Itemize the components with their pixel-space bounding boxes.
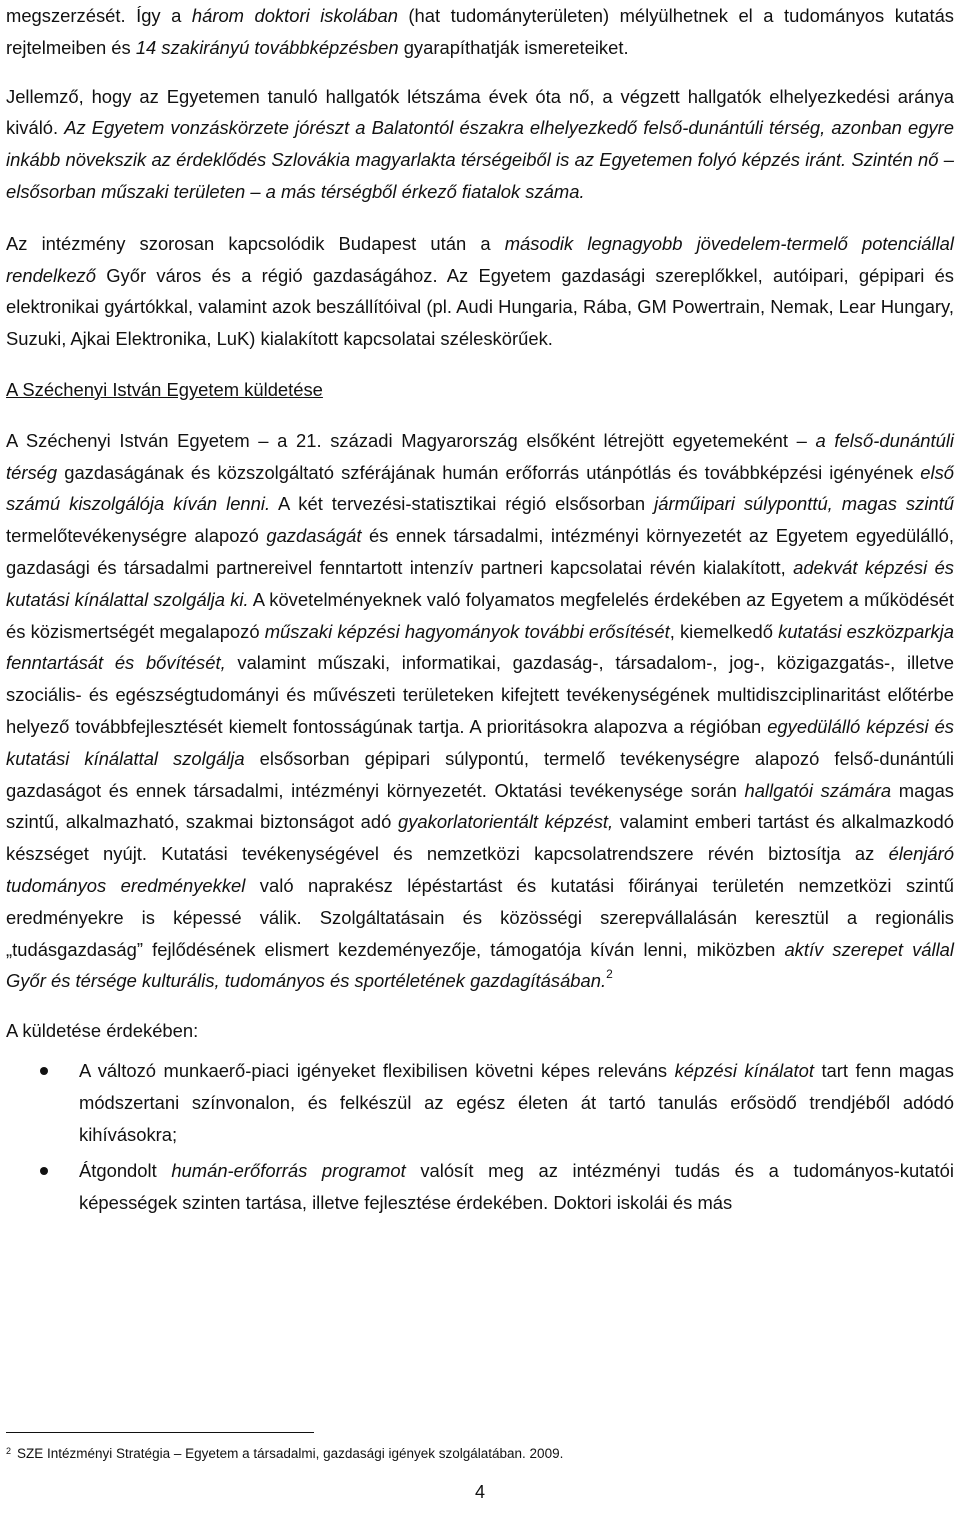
italic-text-run: járműipari súlyponttú, magas szintű [654, 493, 954, 515]
paragraph-doctoral-schools [6, 0, 954, 64]
list-item-text [79, 1160, 954, 1213]
italic-text-run: első számú kiszolgálója kíván lenni. [6, 461, 954, 515]
italic-text-run: egyedülálló képzési és kutatási kínálattal szolgálja [6, 715, 955, 769]
bullet-icon [40, 1167, 48, 1175]
italic-text-run: kutatási eszközparkja fenntartását és bővítését, [6, 620, 954, 674]
footnote-separator [6, 1432, 314, 1433]
bullet-icon [40, 1067, 48, 1075]
text-run: valósít meg az intézményi tudás és a tudományos-kutatói képességek szinten tartása, illetve fejlesztése érdekében. Doktori iskolái és más [79, 1160, 954, 1214]
document-page [6, 0, 955, 1502]
paragraph-mission-intro: A küldetése érdekében: [6, 1020, 199, 1042]
page-number: 4 [474, 1482, 485, 1502]
italic-text-run: második legnagyobb jövedelem-termelő potenciállal rendelkező [6, 232, 954, 286]
footnote-reference[interactable]: 2 [606, 967, 613, 982]
italic-text-run: Az Egyetem vonzáskörzete jórészt a Balatontól északra elhelyezkedő felső-dunántúli térség, azonban egyre inkább növekszik az érdeklődés Szlovákia magyarlakta térségeiből is az Egyetemen folyó képzés iránt. [6, 117, 954, 171]
text-run: Átgondolt [79, 1160, 172, 1182]
paragraph-economic-ties [6, 228, 954, 355]
italic-text-run: gazdaságát [266, 525, 362, 547]
text-run: gyarapíthatják ismereteiket. [398, 36, 629, 58]
list-item [6, 1155, 954, 1219]
italic-text-run: gyakorlatorientált képzést, [397, 811, 614, 833]
italic-text-run: a felső-dunántúli térség [6, 429, 955, 483]
italic-text-run: élenjáró tudományos eredményekkel [6, 843, 954, 896]
italic-text-run: Szintén nő – elsősorban műszaki területen – a más térségből érkező fiatalok száma. [6, 149, 955, 202]
footnote [6, 1445, 563, 1463]
text-run: , kiemelkedő [669, 620, 779, 642]
text-run: A követelményeknek való folyamatos megfelelés érdekében az Egyetem a működését és közismertségét megalapozó [6, 588, 954, 642]
text-run: A két tervezési-statisztikai régió elsősorban [270, 493, 655, 515]
mission-text [6, 430, 954, 992]
list-item-text [79, 1060, 954, 1145]
italic-text-run: 14 szakirányú továbbképzésben [135, 36, 399, 58]
text-run: való naprakész lépéstartást és kutatási főirányai területén nemzetközi szintű eredményekre is képessé válik. Szolgáltatásain és közösségi szerepvállalásán keresztül a regionális „tudásgazdaság” fejlődésének elismert kezdeményezője, támogatója kíván lenni, miközben [6, 874, 954, 960]
section-heading-mission: A Széchenyi István Egyetem küldetése [6, 378, 323, 400]
italic-text-run: képzési kínálatot [674, 1059, 814, 1081]
text-run: elsősorban gépipari súlypontú, termelő tevékenységre alapozó felső-dunántúli gazdaságot és ennek társadalmi, intézményi környezetét. Oktatási tevékenysége során [6, 747, 954, 801]
text-run: termelőtevékenységre alapozó [6, 525, 267, 547]
text-run: valamint műszaki, informatikai, gazdaság-, társadalom-, jog-, közigazgatás-, illetve szociális- és egészségtudományi és művészeti területeken kifejtett tevékenységének multidiszciplinaritást előtérbe helyező továbbfejlesztését kiemelt fontosságúnak tartja. A prioritásokra alapozva a régióban [6, 652, 954, 737]
text-run: megszerzését. Így a [6, 5, 192, 26]
italic-text-run: műszaki képzési hagyományok további erősítését [264, 620, 670, 642]
italic-text-run: hallgatói számára [744, 779, 892, 801]
text-run: magas szintű, alkalmazható, szakmai biztonságot adó [6, 779, 955, 833]
list-item [6, 1055, 954, 1150]
text-run: Győr város és a régió gazdaságához. Az Egyetem gazdasági szereplőkkel, autóipari, gépipari és elektronikai gyártókkal, valamint azok beszállítóival (pl. Audi Hungaria, Rába, GM Powertrain, Nemak, Lear Hungary, Suzuki, Ajkai Elektronika, LuK) kialakított kapcsolatai széleskörűek. [6, 264, 954, 350]
text-run: valamint emberi tartást és alkalmazkodó készséget nyújt. Kutatási tevékenységével és nemzetközi kapcsolatrendszere révén biztosítja az [6, 811, 954, 865]
italic-text-run: adekvát képzési és kutatási kínálattal szolgálja ki. [6, 556, 954, 610]
italic-text-run: három doktori iskolában [191, 5, 398, 26]
footnote-number: 2 [6, 1446, 12, 1456]
text-run: Jellemző, hogy az Egyetemen tanuló hallgatók létszáma évek óta nő, a végzett hallgatók elhelyezkedési aránya kiváló. [6, 85, 954, 139]
mission-bullet-list [6, 1055, 954, 1219]
text-run: A Széchenyi István Egyetem – a 21. századi Magyarország elsőként létrejött egyetemeként – [6, 429, 816, 451]
text-run: (hat tudományterületen) mélyülhetnek el a tudományos kutatás rejtelmeiben és [6, 5, 954, 58]
paragraph-mission [6, 425, 954, 997]
text-run: Az intézmény szorosan kapcsolódik Budapest után a [6, 232, 505, 254]
text-run: és ennek társadalmi, intézményi környezetét az Egyetem egyedülálló, gazdasági és társadalmi partnereivel fenntartott intenzív partneri kapcsolatai révén kialakított, [6, 525, 954, 578]
italic-text-run: humán-erőforrás programot [171, 1160, 406, 1182]
paragraph-student-numbers [6, 81, 954, 208]
italic-text-run: aktív szerepet vállal Győr és térsége kulturális, tudományos és sportéletének gazdagításában. [6, 938, 954, 992]
footnote-text: SZE Intézményi Stratégia – Egyetem a társadalmi, gazdasági igények szolgálatában. 2009. [17, 1446, 564, 1461]
text-run: tart fenn magas módszertani színvonalon, és felkészül az egész életen át tartó tanulás erősödő trendjéből adódó kihívásokra; [79, 1059, 954, 1145]
text-run: gazdaságának és közszolgáltató szférájának humán erőforrás utánpótlás és továbbképzési igényének [57, 461, 921, 483]
text-run: A változó munkaerő-piaci igényeket flexibilisen követni képes releváns [79, 1059, 675, 1081]
